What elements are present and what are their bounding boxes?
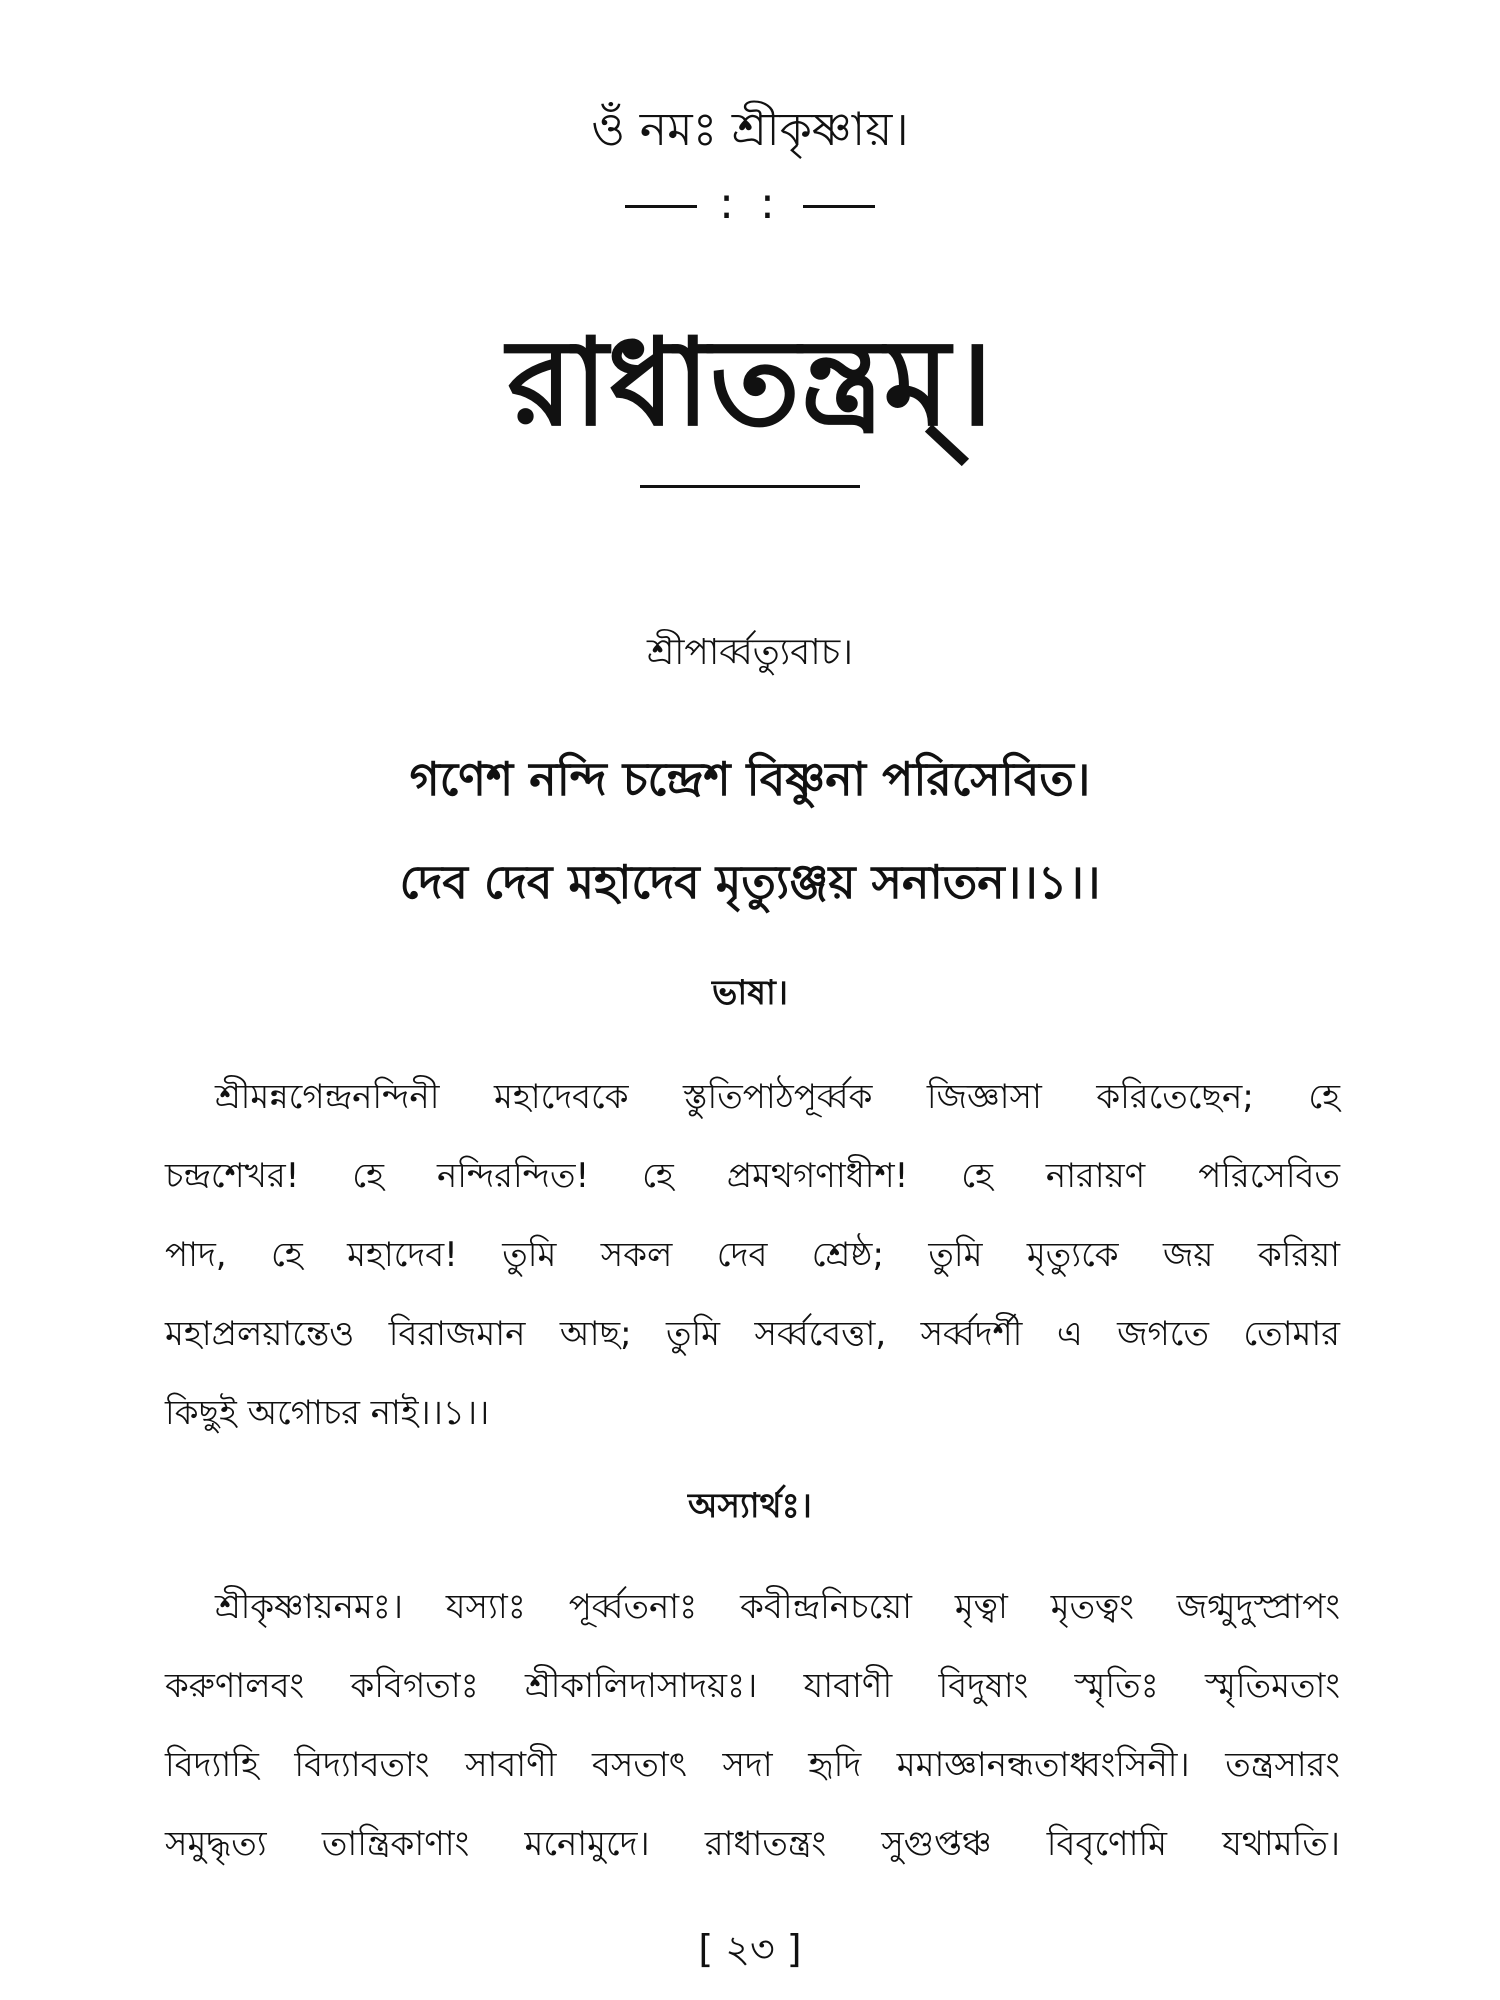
page-title: রাধাতন্ত্রম্।: [507, 314, 993, 453]
ornament-rule-right: [803, 205, 875, 208]
asyartha-heading: অস্যার্থঃ।: [688, 1486, 812, 1526]
page-number: [ ২৩ ]: [698, 1927, 802, 1971]
asyartha-line: বিদ্যাহি বিদ্যাবতাং সাবাণী বসতাৎ সদা হৃদি মমাজ্ঞানন্ধতাধ্বংসিনী। তন্ত্রসারং: [165, 1745, 1340, 1785]
asyartha-line: সমুদ্ধৃত্য তান্ত্রিকাণাং মনোমুদে। রাধাতন্ত্রং সুগুপ্তঞ্চ বিবৃণোমি যথামতি।: [165, 1824, 1340, 1864]
bhasha-line: মহাপ্রলয়ান্তেও বিরাজমান আছ; তুমি সর্ব্ববেত্তা, সর্ব্বদর্শী এ জগতে তোমার: [165, 1314, 1340, 1354]
speaker-heading: শ্রীপার্ব্বত্যুবাচ।: [646, 632, 854, 673]
verse-line-1: গণেশ নন্দি চন্দ্রেশ বিষ্ণুনা পরিসেবিত।: [409, 752, 1091, 806]
ornament-rule-left: [625, 205, 697, 208]
bhasha-line: পাদ, হে মহাদেব! তুমি সকল দেব শ্রেষ্ঠ; তুমি মৃত্যুকে জয় করিয়া: [165, 1235, 1340, 1275]
bhasha-heading: ভাষা।: [712, 973, 788, 1013]
ornament-divider: [0, 178, 1500, 229]
verse-line-2: দেব দেব মহাদেব মৃত্যুঞ্জয় সনাতন।।১।।: [399, 855, 1101, 909]
invocation-line: ওঁ নমঃ শ্রীকৃষ্ণায়।: [591, 102, 909, 156]
asyartha-paragraph: [165, 1568, 1340, 1884]
ornament-mark: : :: [719, 178, 781, 229]
bhasha-line: কিছুই অগোচর নাই।।১।।: [165, 1393, 490, 1433]
asyartha-line: করুণালবং কবিগতাঃ শ্রীকালিদাসাদয়ঃ। যাবাণী বিদুষাং স্মৃতিঃ স্মৃতিমতাং: [165, 1666, 1340, 1706]
title-underline: [640, 485, 860, 488]
bhasha-line: শ্রীমন্নগেন্দ্রনন্দিনী মহাদেবকে স্তুতিপাঠপূর্ব্বক জিজ্ঞাসা করিতেছেন; হে: [215, 1077, 1340, 1117]
bhasha-line: চন্দ্রশেখর! হে নন্দিরন্দিত! হে প্রমথগণাধীশ! হে নারায়ণ পরিসেবিত: [165, 1156, 1340, 1196]
bhasha-paragraph: [165, 1058, 1340, 1453]
asyartha-line: শ্রীকৃষ্ণায়নমঃ। যস্যাঃ পূর্ব্বতনাঃ কবীন্দ্রনিচয়ো মৃত্বা মৃতত্বং জগ্মুদুস্প্রাপং: [215, 1587, 1340, 1627]
